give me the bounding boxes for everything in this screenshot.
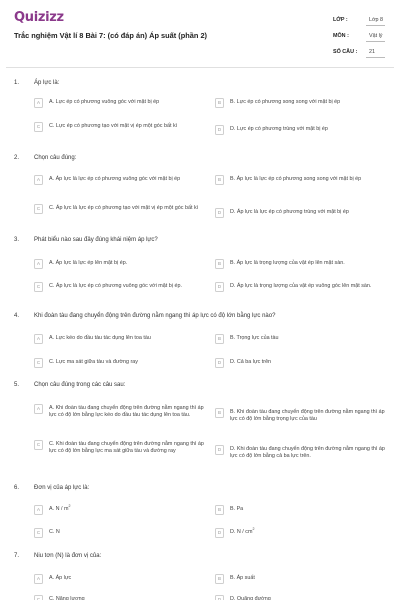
option-d-box[interactable]: D (215, 445, 224, 455)
question-text: Phát biểu nào sau đây đúng khái niệm áp lực? (34, 237, 158, 243)
meta-subject (333, 31, 385, 47)
option-text: C. Áp lực là lực ép có phương tạo với mặt vị ép một góc bất kì (49, 204, 199, 211)
option-text: B. Khi đoàn tàu đang chuyển động trên đường nằm ngang thì áp lực có độ lớn bằng trọng lực của tàu (230, 408, 385, 422)
option-text: B. Áp suất (230, 574, 255, 581)
question-text: Khi đoàn tàu đang chuyển động trên đường nằm ngang thì áp lực có độ lớn bằng lực nào? (34, 313, 276, 319)
meta-underline (366, 41, 385, 42)
option-a-box[interactable]: A (34, 505, 43, 515)
meta-underline (366, 57, 385, 58)
option-text: D. Cả ba lực trên (230, 358, 272, 365)
quizizz-logo[interactable]: Quizizz (14, 10, 64, 25)
option-text: D. Lực ép có phương trùng với mặt bị ép (230, 125, 328, 132)
option-b-box[interactable]: B (215, 408, 224, 418)
question-text: Chọn câu đúng: (34, 155, 77, 161)
option-d-box[interactable]: D (215, 125, 224, 135)
option-text: A. Lực kéo do đầu tàu tác dụng lên toa tàu (49, 334, 151, 341)
option-c-box[interactable]: C (34, 204, 43, 214)
option-c-box[interactable]: C (34, 595, 43, 600)
option-text-main: A. N / m (49, 505, 69, 512)
option-text: B. Trọng lực của tàu (230, 334, 279, 341)
question-number: 1. (14, 80, 20, 86)
meta-class-value: Lớp 8 (369, 17, 384, 23)
question-text: Áp lực là: (34, 80, 60, 86)
option-text: A. Áp lực (49, 574, 72, 581)
option-text: C. Năng lượng (49, 595, 85, 600)
option-b-box[interactable]: B (215, 175, 224, 185)
option-b-box[interactable]: B (215, 334, 224, 344)
meta-class (333, 15, 385, 31)
option-d-box[interactable]: D (215, 208, 224, 218)
option-c-box[interactable]: C (34, 282, 43, 292)
option-c-box[interactable]: C (34, 528, 43, 538)
option-b-box[interactable]: B (215, 574, 224, 584)
option-text: A. Khi đoàn tàu đang chuyển động trên đường nằm ngang thì áp lực có độ lớn bằng lực kéo do đầu tàu tác dụng lên toa tàu. (49, 404, 204, 418)
page-title: Trắc nghiệm Vật lí 8 Bài 7: (có đáp án) Áp suất (phần 2) (14, 31, 208, 40)
question-number: 3. (14, 237, 20, 243)
question-text: Niu tơn (N) là đơn vị của: (34, 553, 102, 559)
option-text: D. Khi đoàn tàu đang chuyển động trên đường nằm ngang thì áp lực có độ lớn bằng cả ba lực trên. (230, 445, 385, 459)
option-b-box[interactable]: B (215, 259, 224, 269)
question-text: Đơn vị của áp lực là: (34, 485, 90, 491)
meta-count-label: SỐ CÂU : (333, 49, 358, 55)
option-text: B. Áp lực là lực ép có phương song song với mặt bị ép (230, 175, 362, 182)
question-number: 2. (14, 155, 20, 161)
option-d-box[interactable]: D (215, 595, 224, 600)
option-a-box[interactable]: A (34, 98, 43, 108)
meta-subject-value: Vật lý (369, 33, 383, 39)
option-text: A. Áp lực là lực ép có phương vuông góc với mặt bị ép (49, 175, 181, 182)
option-c-box[interactable]: C (34, 122, 43, 132)
question-number: 7. (14, 553, 20, 559)
option-text-main: D. N / cm (230, 528, 253, 535)
meta-underline (366, 25, 385, 26)
meta-class-label: LỚP : (333, 17, 348, 23)
option-text (230, 526, 255, 536)
question-number: 4. (14, 313, 20, 319)
option-text: C. Lực ma sát giữa tàu và đường ray (49, 358, 138, 365)
option-a-box[interactable]: A (34, 404, 43, 414)
option-c-box[interactable]: C (34, 440, 43, 450)
option-text: A. Áp lực là lực ép lên mặt bị ép. (49, 259, 128, 266)
option-d-box[interactable]: D (215, 358, 224, 368)
option-text: B. Áp lực là trọng lượng của vật ép lên mặt sàn. (230, 259, 345, 266)
option-a-box[interactable]: A (34, 574, 43, 584)
meta-count (333, 47, 385, 63)
option-text: C. Lực ép có phương tạo với mặt vị ép một góc bất kì (49, 122, 178, 129)
option-a-box[interactable]: A (34, 334, 43, 344)
option-text: A. Lực ép có phương vuông góc với mặt bị ép (49, 98, 160, 105)
option-d-box[interactable]: D (215, 528, 224, 538)
option-d-box[interactable]: D (215, 282, 224, 292)
option-c-box[interactable]: C (34, 358, 43, 368)
option-text: C. Khi đoàn tàu đang chuyển động trên đường nằm ngang thì áp lực có độ lớn bằng lực ma sát giữa tàu và đường ray (49, 440, 204, 454)
option-text-exponent: 2 (252, 526, 255, 531)
option-text: D. Áp lực là lực ép có phương trùng với mặt bị ép (230, 208, 349, 215)
option-text (49, 503, 71, 513)
question-number: 6. (14, 485, 20, 491)
option-text: B. Pa (230, 505, 244, 512)
question-number: 5. (14, 382, 20, 388)
option-a-box[interactable]: A (34, 175, 43, 185)
option-text-exponent: 2 (68, 503, 71, 508)
option-text: C. N (49, 528, 60, 535)
worksheet-header (0, 0, 400, 66)
header-divider (6, 67, 394, 68)
option-a-box[interactable]: A (34, 259, 43, 269)
option-b-box[interactable]: B (215, 98, 224, 108)
question-text: Chọn câu đúng trong các câu sau: (34, 382, 126, 388)
option-b-box[interactable]: B (215, 505, 224, 515)
option-text: B. Lực ép có phương song song với mặt bị ép (230, 98, 341, 105)
meta-subject-label: MÔN : (333, 33, 349, 39)
option-text: C. Áp lực là lực ép có phương vuông góc với mặt bị ép. (49, 282, 182, 289)
worksheet-meta (333, 15, 385, 63)
meta-count-value: 21 (369, 49, 375, 55)
option-text: D. Quãng đường (230, 595, 271, 600)
option-text: D. Áp lực là trọng lượng của vật ép vuông góc lên mặt sàn. (230, 282, 372, 289)
